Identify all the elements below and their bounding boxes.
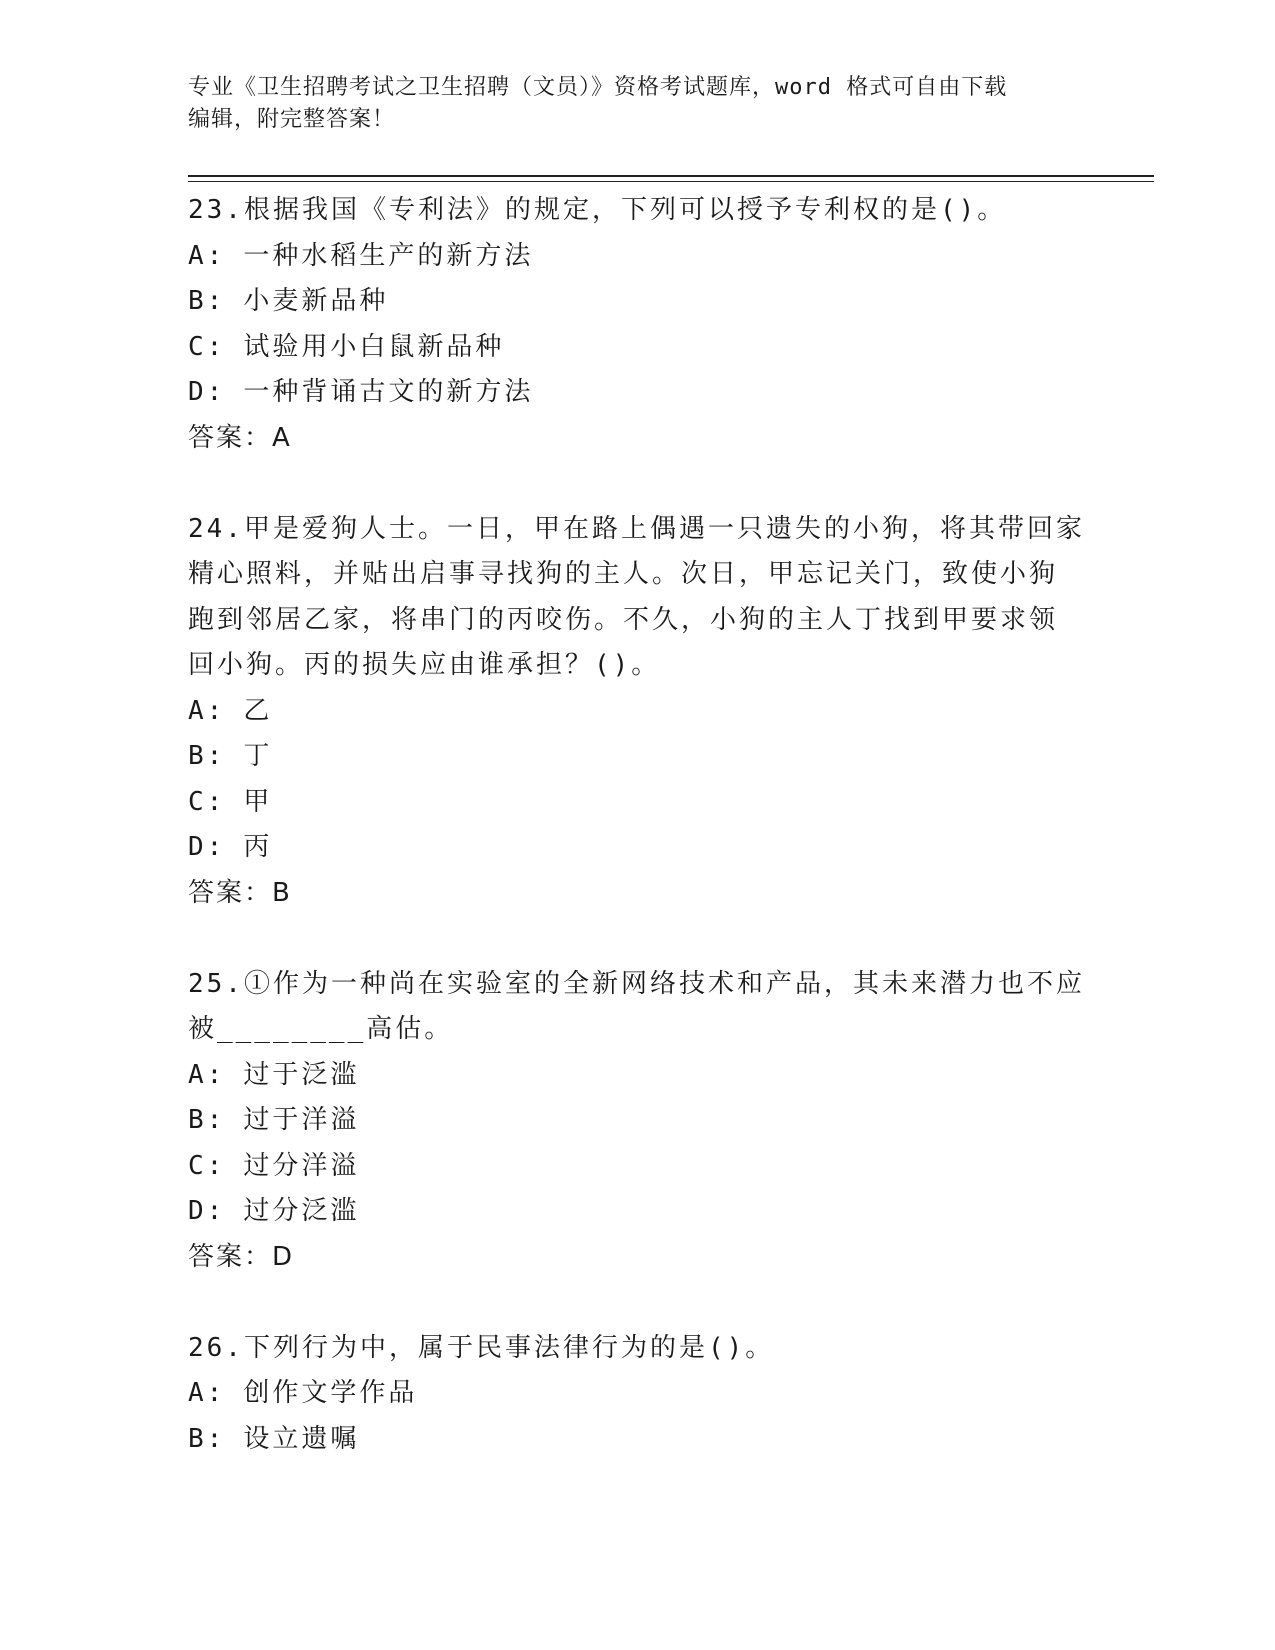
- option-text: 过于洋溢: [243, 1105, 360, 1135]
- option-row: [188, 734, 1088, 780]
- option-text: 设立遗嘱: [243, 1423, 360, 1454]
- option-row: [188, 1098, 1088, 1144]
- option-text: 丙: [243, 832, 273, 862]
- answer-line: 答案：B: [188, 877, 292, 908]
- option-text: 小麦新品种: [243, 286, 389, 316]
- question-block: [188, 188, 1088, 507]
- question-text-line: 26.下列行为中，属于民事法律行为的是()。: [188, 1332, 775, 1363]
- option-label: B:: [188, 1105, 226, 1135]
- option-text: 过于泛滥: [243, 1059, 360, 1090]
- option-label: C:: [188, 331, 226, 362]
- option-row: [188, 689, 1088, 735]
- option-label: D:: [188, 377, 226, 407]
- option-row: [188, 370, 1088, 416]
- option-label: A:: [188, 1059, 226, 1090]
- option-label: A:: [188, 1378, 226, 1408]
- question-text-line: 被________高估。: [188, 1014, 454, 1044]
- question-block: [188, 507, 1088, 962]
- option-row: [188, 1417, 1088, 1463]
- question-block: [188, 1326, 1088, 1463]
- option-text: 试验用小白鼠新品种: [243, 331, 505, 362]
- option-label: D:: [188, 832, 226, 862]
- option-row: [188, 1053, 1088, 1099]
- question-text-line: 回小狗。丙的损失应由谁承担？()。: [188, 650, 661, 680]
- option-row: [188, 234, 1088, 280]
- question-spacer: [188, 461, 1088, 507]
- option-label: C:: [188, 786, 226, 817]
- answer-line: 答案：D: [188, 1241, 295, 1272]
- option-text: 甲: [243, 786, 273, 817]
- option-label: B:: [188, 286, 226, 316]
- question-text-line: 精心照料，并贴出启事寻找狗的主人。次日，甲忘记关门，致使小狗: [188, 559, 1059, 589]
- question-spacer: [188, 1280, 1088, 1326]
- answer-line: 答案：A: [188, 422, 292, 453]
- option-text: 一种背诵古文的新方法: [243, 377, 534, 407]
- document-header: [188, 72, 1068, 136]
- option-text: 过分泛滥: [243, 1196, 360, 1226]
- option-label: A:: [188, 695, 226, 726]
- option-label: B:: [188, 1423, 226, 1454]
- option-text: 一种水稻生产的新方法: [243, 240, 534, 271]
- option-text: 创作文学作品: [243, 1378, 418, 1408]
- question-spacer: [188, 916, 1088, 962]
- option-label: B:: [188, 741, 226, 771]
- header-line-1: 专业《卫生招聘考试之卫生招聘（文员）》资格考试题库，word 格式可自由下载: [188, 75, 1008, 100]
- option-label: A:: [188, 240, 226, 271]
- option-row: [188, 1371, 1088, 1417]
- question-text-line: 24.甲是爱狗人士。一日，甲在路上偶遇一只遗失的小狗，将其带回家: [188, 513, 1085, 544]
- question-text-line: 23.根据我国《专利法》的规定，下列可以授予专利权的是()。: [188, 195, 1007, 225]
- question-block: [188, 962, 1088, 1326]
- option-text: 丁: [243, 741, 273, 771]
- option-text: 乙: [243, 695, 273, 726]
- option-row: [188, 325, 1088, 371]
- option-row: [188, 780, 1088, 826]
- question-text-line: 25.①作为一种尚在实验室的全新网络技术和产品，其未来潜力也不应: [188, 968, 1085, 999]
- header-rule-thin: [188, 181, 1154, 182]
- option-label: C:: [188, 1150, 226, 1181]
- question-text-line: 跑到邻居乙家，将串门的丙咬伤。不久，小狗的主人丁找到甲要求领: [188, 604, 1059, 635]
- option-row: [188, 825, 1088, 871]
- option-text: 过分洋溢: [243, 1150, 360, 1181]
- option-row: [188, 279, 1088, 325]
- header-rule-thick: [188, 175, 1154, 177]
- option-row: [188, 1144, 1088, 1190]
- option-row: [188, 1189, 1088, 1235]
- header-line-2: 编辑，附完整答案！: [188, 107, 396, 132]
- question-list: [188, 188, 1088, 1462]
- option-label: D:: [188, 1196, 226, 1226]
